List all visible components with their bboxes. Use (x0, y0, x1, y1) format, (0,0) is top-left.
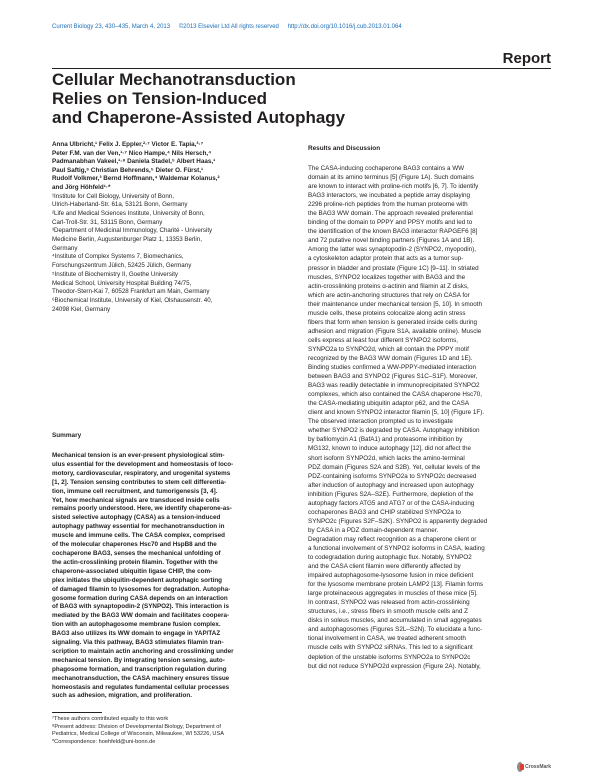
affiliation-line: ²Life and Medical Sciences Institute, University of Bonn, (52, 209, 205, 217)
summary-line: chaperone-associated ubiquitin ligase CHIP, the com- (52, 567, 213, 575)
results-line: fibers that form when tension is generated inside cells during (308, 318, 478, 326)
crossmark-badge[interactable] (517, 761, 551, 773)
article-type-label: Report (502, 50, 551, 67)
results-line: their maintenance under mechanical tension [5, 10]. In smooth (308, 300, 482, 308)
results-line: recognized by the BAG3 WW domain (Figures 1D and 1E). (308, 354, 473, 362)
footnote-line: ⁸Present address: Division of Developmental Biology, Department of (52, 723, 221, 730)
results-line: between BAG3 and SYNPO2 (Figures S1C–S1F). Moreover, (308, 373, 478, 381)
affiliation-line: 24098 Kiel, Germany (52, 305, 111, 313)
summary-line: autophagy pathway essential for mechanotransduction in (52, 523, 225, 531)
summary-line: tion, immune cell recruitment, and tumorigenesis [3, 4]. (52, 487, 218, 495)
article-title (52, 70, 472, 127)
results-line: muscle cells, these proteins colocalize along actin stress (308, 309, 466, 317)
author-block (52, 141, 302, 314)
summary-line: homeostasis and regulates fundamental cellular processes (52, 683, 230, 691)
results-line: the BAG3 WW domain. The approach revealed preferential (308, 210, 473, 218)
affiliation-line: ¹Institute for Cell Biology, University of Bonn, (52, 192, 174, 200)
results-line: In contrast, SYNPO2 was released from actin-crosslinking (308, 599, 470, 607)
results-line: Among the latter was synaptopodin-2 (SYNPO2, myopodin), (308, 246, 477, 254)
summary-line: mechanotransduction, the CASA machinery ensures tissue (52, 674, 230, 682)
doi-link[interactable]: http://dx.doi.org/10.1016/j.cub.2013.01.064 (287, 24, 402, 30)
summary-line: plex initiates the ubiquitin-dependent autophagic sorting (52, 576, 223, 584)
title-line: Relies on Tension-Induced (52, 89, 268, 108)
results-line: whether SYNPO2 is degraded by CASA. Autophagy inhibition (308, 427, 480, 435)
results-line: tional involvement in CASA, we treated adherent smooth (308, 635, 466, 643)
results-line: client and known SYNPO2 interactor filamin [5, 10] (Figure 1F). (308, 409, 485, 417)
results-line: muscles, SYNPO2 localizes together with BAG3 and the (308, 273, 466, 281)
crossmark-label: CrossMark (525, 764, 551, 770)
affiliation-line: Carl-Troll-Str. 31, 53115 Bonn, Germany (52, 218, 163, 226)
summary-line: BAG3 also utilizes its WW domain to engage in YAP/TAZ (52, 630, 221, 638)
author-line: Anna Ulbricht,¹ Felix J. Eppler,²·⁷ Victor E. Tapia,³·⁷ (52, 141, 204, 148)
results-line: BAG3 interactors, we incubated a peptide array displaying (308, 192, 471, 200)
results-line: Binding studies confirmed a WW-PPPY-mediated interaction (308, 364, 476, 372)
results-line: and autophagosomes (Figures S2L–S2N). To elucidate a func- (308, 626, 483, 634)
crossmark-icon (517, 762, 523, 772)
affiliation-line: ³Department of Medicinal Immunology, Charité - University (52, 227, 213, 235)
copyright-notice: ©2013 Elsevier Ltd All rights reserved (178, 24, 279, 30)
author-list (52, 141, 302, 193)
affiliation-line: ⁶Biochemical Institute, University of Kiel, Olshausenstr. 40, (52, 297, 213, 304)
footnotes (52, 716, 302, 746)
results-line: Degradation may reflect recognition as a chaperone client or (308, 535, 477, 543)
affiliation-line: Medicine Berlin, Augustenburger Platz 1, 13353 Berlin, (52, 236, 202, 244)
title-line: and Chaperone-Assisted Autophagy (52, 108, 346, 127)
results-line: structures, i.e., stress fibers in smooth muscle cells and Z (308, 608, 468, 616)
results-line: binding of the domain to PPPY and PPSY motifs and led to (308, 219, 473, 227)
summary-line: cochaperone BAG3, senses the mechanical unfolding of (52, 549, 221, 557)
journal-citation: Current Biology 23, 430–435, March 4, 2013 (52, 24, 171, 30)
affiliation-list (52, 193, 302, 315)
summary-line: sisted selective autophagy (CASA) as a tension-induced (52, 514, 221, 522)
affiliation-line: ⁵Institute of Biochemistry II, Goethe University (52, 270, 179, 278)
author-line: Rudolf Volkmer,³ Bernd Hoffmann,⁴ Waldemar Kolanus,² (52, 175, 220, 183)
summary-line: gosome formation during CASA depends on an interaction (52, 594, 228, 602)
summary-line: ulus essential for the development and homeostasis of loco- (52, 460, 234, 468)
results-line: a functional involvement of SYNPO2 isoforms in CASA, leading (308, 544, 485, 552)
summary-line: Yet, how mechanical signals are transduced inside cells (52, 496, 220, 504)
results-line: inhibition (Figures S2A–S2E). Furthermore, depletion of the (308, 490, 474, 498)
results-line: The observed interaction prompted us to investigate (308, 418, 453, 426)
footnote-line: *Correspondence: hoehfeld@uni-bonn.de (52, 738, 156, 745)
results-line: which are actin-anchoring structures that rely on CASA for (308, 291, 470, 299)
summary-line: [1, 2]. Tension sensing contributes to stem cell differentia- (52, 478, 227, 486)
summary-line: remains poorly understood. Here, we identify chaperone-as- (52, 505, 232, 513)
results-line: by CASA in a PDZ domain-dependent manner. (308, 526, 439, 534)
results-line: and the CASA client filamin were differently affected by (308, 563, 461, 571)
results-line: muscle cells with SYNPO2 siRNAs. This led to a significant (308, 644, 473, 652)
footnote-line: ⁷These authors contributed equally to this work (52, 716, 169, 722)
results-line: adhesion and migration (Figure S1A, available online). Muscle (308, 327, 482, 335)
results-line: to codegradation during autophagic flux. Notably, SYNPO2 (308, 554, 472, 562)
results-line: short isoform SYNPO2d, which lacks the amino-terminal (308, 454, 465, 462)
results-line: actin-crosslinking proteins α-actinin and filamin at Z disks, (308, 282, 469, 290)
summary-line: of damaged filamin to lysosomes for degradation. Autopha- (52, 585, 231, 593)
results-heading: Results and Discussion (308, 145, 381, 152)
summary-line: motory, cardiovascular, respiratory, and urogenital systems (52, 469, 231, 477)
summary-line: scription to maintain actin anchoring and crosslinking under (52, 647, 234, 655)
summary-line: such as adhesion, migration, and proliferation. (52, 692, 192, 700)
summary-text (52, 452, 302, 701)
results-line: depletion of the unstable isoforms SYNPO2a to SYNPO2c (308, 653, 471, 661)
results-line: cochaperones BAG3 and CHIP stabilized SYNPO2a to (308, 508, 461, 516)
footnote-divider (52, 712, 102, 713)
summary-heading: Summary (52, 432, 82, 439)
affiliation-line: Theodor-Stern-Kai 7, 60528 Frankfurt am Main, Germany (52, 288, 210, 296)
results-line: large proteinaceous aggregates in muscles of these mice [5]. (308, 590, 478, 598)
results-line: by bafilomycin A1 (BafA1) and proteasome inhibition by (308, 436, 463, 444)
summary-line: the actin-crosslinking protein filamin. Together with the (52, 558, 218, 566)
affiliation-line: Forschungszentrum Jülich, 52425 Jülich, Germany (52, 262, 192, 270)
results-line: but did not reduce SYNPO2d expression (Figure 2A). Notably, (308, 662, 481, 670)
footnote-line: Pediatrics, Medical College of Wisconsin, Milwaukee, WI 53226, USA (52, 731, 224, 738)
author-line: and Jörg Höhfeld¹·* (52, 183, 111, 191)
results-text (308, 164, 553, 671)
affiliation-line: Medical School, University Hospital Building 74/75, (52, 279, 192, 287)
summary-line: mechanical tension. By integrating tension sensing, auto- (52, 656, 225, 664)
results-line: autophagy factors ATG5 and ATG7 or of the CASA-inducing (308, 499, 475, 507)
results-line: impaired autophagosome-lysosome fusion in mice deficient (308, 572, 474, 580)
summary-line: muscle and immune cells. The CASA complex, comprised (52, 532, 225, 540)
affiliation-line: Ulrich-Haberland-Str. 61a, 53121 Bonn, Germany (52, 201, 188, 209)
header-divider (52, 68, 551, 69)
results-line: after induction of autophagy and increased upon autophagy (308, 481, 474, 489)
results-line: pressor in bladder and prostate (Figure 1C) [9–11]. In striated (308, 264, 479, 272)
results-line: complexes, which also contained the CASA chaperone Hsc70, (308, 391, 482, 399)
title-line: Cellular Mechanotransduction (52, 70, 296, 89)
summary-line: Mechanical tension is an ever-present physiological stim- (52, 452, 225, 459)
results-line: domain at its amino terminus [5] (Figure 1A). Such domains (308, 174, 474, 182)
summary-line: signaling. Via this pathway, BAG3 stimulates filamin tran- (52, 639, 224, 647)
results-line: and 72 putative novel binding partners (Figures 1A and 1B). (308, 237, 475, 245)
results-line: cells express at least four different SYNPO2 isoforms, (308, 336, 459, 344)
results-column (308, 145, 553, 671)
results-line: the identification of the known BAG3 interactor RAPGEF6 [8] (308, 228, 478, 236)
affiliation-line: ⁴Institute of Complex Systems 7, Biomechanics, (52, 253, 184, 261)
author-line: Paul Saftig,⁶ Christian Behrends,⁵ Dieter O. Fürst,¹ (52, 166, 204, 174)
results-line: for the lysosome membrane protein LAMP2 [13]. Filamin forms (308, 581, 483, 589)
results-line: MG132, known to induce autophagy [12], did not affect the (308, 445, 472, 453)
summary-line: of the molecular chaperones Hsc70 and HspB8 and the (52, 541, 217, 549)
summary-line: phagosome formation, and transcription regulation during (52, 665, 227, 673)
author-line: Padmanabhan Vakeel,¹·⁸ Daniela Stadel,⁵ Albert Haas,¹ (52, 158, 216, 166)
results-line: 2296 proline-rich peptides from the human proteome with (308, 201, 468, 209)
journal-header (52, 24, 409, 30)
results-line: SYNPO2c (Figures S2F–S2K). SYNPO2 is apparently degraded (308, 517, 488, 525)
summary-line: tion with an autophagosome membrane fusion complex. (52, 621, 221, 629)
results-line: a cytoskeleton adaptor protein that acts as a tumor sup- (308, 255, 464, 263)
summary-line: of BAG3 with synaptopodin-2 (SYNPO2). This interaction is (52, 603, 230, 611)
results-line: the CASA-mediating ubiquitin adaptor p62, and the CASA (308, 400, 470, 408)
results-line: SYNPO2a to SYNPO2d, which all contain the PPPY motif (308, 345, 469, 353)
results-line: PDZ-containing isoforms SYNPO2a to SYNPO2c decreased (308, 472, 477, 480)
results-line: disks in soleus muscles, and accumulated in small aggregates (308, 617, 482, 625)
results-line: PDZ domain (Figures S2A and S2B). Yet, cellular levels of the (308, 463, 481, 471)
affiliation-line: Germany (52, 244, 78, 252)
results-line: are known to interact with proline-rich motifs [6, 7]. To identify (308, 183, 479, 191)
author-line: Peter F.M. van der Ven,¹·⁷ Nico Hampe,⁴ Nils Hersch,⁴ (52, 149, 212, 157)
summary-line: mediated by the BAG3 WW domain and facilitates coopera- (52, 612, 230, 620)
results-line: The CASA-inducing cochaperone BAG3 contains a WW (308, 165, 465, 172)
results-line: BAG3 was readily detectable in immunoprecipitated SYNPO2 (308, 382, 480, 390)
